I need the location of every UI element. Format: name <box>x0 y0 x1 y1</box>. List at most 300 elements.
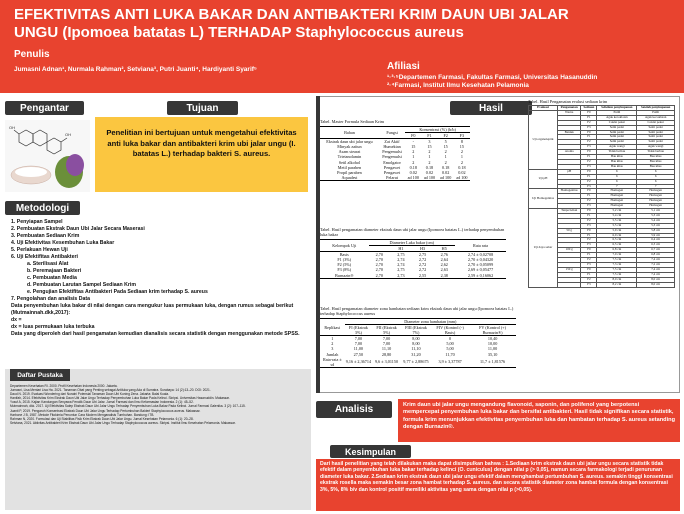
table-cell: 2 <box>460 149 463 155</box>
table-cell: 2 <box>444 159 447 165</box>
table-cell: F1 <box>581 194 597 199</box>
table-cell: 11,00 <box>353 346 364 352</box>
table-cell: Emolgator <box>383 159 401 165</box>
table-zona-hambat <box>320 318 516 368</box>
table-cell: 2,70 ± 0,05099 <box>467 262 494 268</box>
table-cell: 9,16 ± 2,36714 <box>345 357 373 368</box>
header-cell: Replikasi <box>320 319 345 336</box>
table-cell: Semi padat <box>637 125 675 130</box>
table-cell: Jumlah <box>326 351 339 357</box>
header-cell: Pengamatan <box>558 106 581 111</box>
table-cell: Semi padat <box>597 140 637 145</box>
table-cell: Bau khas <box>637 155 675 160</box>
table-cell: Homogen <box>637 204 675 209</box>
table-cell: F2 <box>581 159 597 164</box>
table-cell: 7,3 cm <box>597 263 637 268</box>
header-cell: Sebelum penyimpanan <box>597 106 637 111</box>
table-cell: 1 <box>412 154 415 160</box>
table-cell: F2 <box>581 277 597 282</box>
table-cell: 2,75 <box>397 267 405 273</box>
table-cell: 1 <box>331 336 334 342</box>
table-cell: 7,4 cm <box>637 267 675 272</box>
affiliation-heading: Afiliasi <box>387 61 420 72</box>
pustaka-list <box>10 384 308 508</box>
table-cell: 2,74 <box>397 257 405 263</box>
table-cell: 2 <box>444 149 447 155</box>
table-cell: Semi padat <box>637 135 675 140</box>
table-cell: 100 g <box>558 248 581 253</box>
header-cell: Fungsi <box>379 127 405 139</box>
table-cell: 6,8 cm <box>637 253 675 258</box>
table-cell: 2,38 <box>433 273 455 279</box>
header-cell: Diameter zona hambatan (mm) <box>345 319 516 325</box>
table-cell: F1 (3%) <box>337 257 352 263</box>
table-cell: Propil paraben <box>337 169 362 175</box>
metodologi-heading: Metodologi <box>5 201 80 215</box>
table-cell: 2,72 <box>418 267 427 273</box>
table-cell: Ekstrak daun ubi jalar ungu <box>326 139 373 145</box>
table-cell: F2 <box>581 120 597 125</box>
header-cell: FIV (Kontrol (-) Basis) <box>431 325 469 336</box>
table-cell: Aroma <box>558 150 581 155</box>
table-cell: 15 <box>443 144 448 150</box>
header-cell: F2 <box>438 133 454 139</box>
header-cell: Evaluasi <box>529 106 558 111</box>
authors: Jumasni Adnan¹, Nurmala Rahman², Setviana³, Putri Juanti⁴, Hardiyanti Syarif⁵ <box>14 66 257 73</box>
table-cell: F2 (5%) <box>337 262 352 268</box>
table-cell: 3 <box>331 346 334 352</box>
table-cell: 2,69 ± 0,05477 <box>467 267 494 273</box>
table-cell: F1 <box>581 174 597 179</box>
table1-caption: Tabel. Master Formula Sediaan Krim <box>320 119 385 124</box>
reference-item: Departemen Kesehatan RI. 2000. Profil Kesehatan Indonesia 2000. Jakarta. <box>10 384 118 388</box>
table-cell: 31,20 <box>411 351 421 357</box>
table-cell: 5,8 cm <box>637 228 675 233</box>
header-cell: H3 <box>412 246 434 252</box>
table-cell: 2,74 ± 0,02708 <box>467 252 494 258</box>
table-cell: ad 100 <box>454 175 470 181</box>
table-cell: Agak kecoklatan <box>637 115 675 120</box>
reference-item: Jumasni, Lisa Mentari Lisa Ha. 2021. Tanaman Obat yang Penting sebagai Antiluka yang Ada di Sumatra. Surabaya: 14 (2):13–20. DOI: 2021. <box>10 388 211 393</box>
table-cell: F1 <box>581 213 597 218</box>
table-cell: Semi padat <box>637 130 675 135</box>
table-cell: F3 <box>581 125 597 130</box>
table-cell: 7,5 cm <box>597 267 637 272</box>
table-cell: F3 <box>581 282 597 287</box>
table-cell: Tidak berbau <box>597 150 637 155</box>
table-cell: F2 <box>581 258 597 263</box>
analisis-heading: Analisis <box>316 401 392 418</box>
header-cell: Kelompok Uji <box>320 240 369 252</box>
table-cell: 10,40 <box>487 336 498 342</box>
table-cell: Setil alkohol <box>338 159 361 165</box>
table-cell: F0 <box>581 209 597 214</box>
table-cell: 9,6 ± 3,01150 <box>372 357 401 368</box>
metodologi-subitem: e. Pengujian Efektifitas Antibakteri Pada Sediaan krim terhadap S. aureus <box>27 289 208 295</box>
table-cell: F2 <box>581 140 597 145</box>
table-cell: 7,00 <box>382 336 391 342</box>
table-cell: 2 <box>428 149 431 155</box>
table-cell: Zat Aktif <box>384 139 400 145</box>
table-cell: ad 100 <box>421 175 437 181</box>
header-cell: FII (Ekstrak 5%) <box>372 325 401 336</box>
table-cell: Homogen <box>637 199 675 204</box>
table-cell: 11,00 <box>487 346 498 352</box>
table-cell: F0 <box>581 189 597 194</box>
table-cell: Bau khas <box>637 164 675 169</box>
table-cell: Tanpa beban <box>558 209 581 214</box>
table-cell: 7,4 cm <box>637 272 675 277</box>
table-cell: Uji organoleptik <box>529 110 558 169</box>
table-cell: 2,72 <box>418 262 427 268</box>
table-cell: Agak wangi <box>637 145 675 150</box>
table-cell: Coklat pekat <box>597 120 637 125</box>
table-cell: F3 <box>581 263 597 268</box>
header-cell: FI (Ekstrak 3%) <box>345 325 373 336</box>
header-cell: F0 <box>405 133 421 139</box>
table-cell: 2,75 <box>418 252 427 258</box>
table-cell: 7,00 <box>382 341 391 347</box>
header-cell: FV (Kontrol (+) Burnazin®) <box>469 325 516 336</box>
table-cell: F0 <box>581 267 597 272</box>
table-cell: 11,7 ± 1,81576 <box>469 357 516 368</box>
table-cell: 6,0 cm <box>597 233 637 238</box>
header-cell: H1 <box>390 246 412 252</box>
table-cell: 1 <box>428 154 431 160</box>
reference-item: Setviana, 2021. Aktivitas Antibakteri Krim Ekstrak Daun Ubi Jalar Ungu Terhadap Staphylococcus aureus. Skripsi. Institut Ilmu Kesehatan Pelamonia. Makassar. <box>10 420 236 425</box>
table-cell: F1 <box>581 272 597 277</box>
table-cell: Pengawet <box>383 164 401 170</box>
table-cell: 6,4 cm <box>637 238 675 243</box>
table-cell: 5,00 <box>446 346 454 352</box>
table-cell: 10,00 <box>487 341 498 347</box>
table-cell <box>558 282 581 287</box>
table-cell: Homogen <box>597 204 637 209</box>
table-cell: 0.18 <box>409 164 417 170</box>
table-cell: F0 <box>581 130 597 135</box>
metodologi-item: 2. Pembuatan Ekstrak Daun Ubi Jalar Secara Maserasi <box>11 226 145 232</box>
table-cell: 8,00 <box>412 336 420 342</box>
table-cell: F3 <box>581 204 597 209</box>
table-cell: 5,4 cm <box>597 213 637 218</box>
table-cell: 7,5 cm <box>597 272 637 277</box>
table-cell: 11,10 <box>411 346 421 352</box>
poster-title: EFEKTIVITAS ANTI LUKA BAKAR DAN ANTIBAKTERI KRIM DAUN UBI JALAR UNGU (Ipomoea batatas L) TERHADAP Staphylococcus aureus <box>14 6 569 41</box>
metodologi-item: 4. Uji Efektivitas Kesembuhan Luka Bakar <box>11 240 115 246</box>
table-cell: 6 <box>637 179 675 184</box>
header-cell: FIII (Ekstrak 7%) <box>401 325 431 336</box>
pengantar-illustration <box>5 120 90 192</box>
table-row <box>320 165 470 170</box>
table-cell: 3 <box>428 139 431 145</box>
table-cell: 6 <box>597 169 637 174</box>
table-cell: 2,70 <box>375 267 383 273</box>
table-cell: 5,1 cm <box>637 209 675 214</box>
table-cell: Trietanolamin <box>337 154 362 160</box>
metodologi-body <box>11 219 311 338</box>
pustaka-heading: Daftar Pustaka <box>10 369 70 381</box>
reference-item: Mutmainnah, dkk. 2017. Uji Efektivitas Salep Ekstrak Daun Ubi Jalar Ungu Terhadap Penyembuhan Luka Bakar Pada Kelinci. Jurnal Farmasi Galenika. 3 (2): 107–115. <box>10 404 246 409</box>
table-cell: 5,9 cm <box>637 233 675 238</box>
table-cell: Pengemulsi <box>382 149 402 155</box>
table-cell: F3 <box>581 164 597 169</box>
reference-item: Yusuf A, 2015. Kajian Kandungan Senyawa Fenolik Daun Ubi Jalar. Jurnal Farmasi dan Ilmu Kefarmasian Indonesia. 2 (1): 45–52. <box>10 400 194 405</box>
reference-item: Daud N. 2019. Evaluasi Wondering dari Nuraini Potensial Tanaman Daun Ubi Kuning Zena. Jakarta: Balai Kuala. <box>10 392 169 397</box>
table-cell: F1 <box>581 155 597 160</box>
table-cell: F1 <box>581 135 597 140</box>
table-row <box>320 175 470 181</box>
table-master-formula <box>320 126 470 181</box>
table-cell: Uji Homogenitas <box>529 189 558 209</box>
pengantar-heading: Pengantar <box>5 101 84 115</box>
table-cell: 7,4 cm <box>637 258 675 263</box>
table-cell: 2 <box>460 159 463 165</box>
table-cell: 1 <box>460 154 463 160</box>
table-cell: 5,00 <box>446 341 454 347</box>
table-cell: Bentuk <box>558 130 581 135</box>
table-cell: Pengawet <box>383 169 401 175</box>
table-cell: 15 <box>411 144 416 150</box>
metodologi-formula-note: dx = luas permukaan luka terbuka <box>11 324 95 330</box>
table-cell: ad 100 <box>405 175 421 181</box>
metodologi-item: 7. Pengolahan dan analisis Data <box>11 296 90 302</box>
table-cell: 2 <box>428 159 431 165</box>
table-cell: Minyak zaitun <box>337 144 362 150</box>
table3-caption: Tabel. Hasil pengamatan diameter zona hambatan sediaan krim ekstrak daun ubi jalar ungu (Ipomoea batatas L.) terhadap Staphylococcus aureus <box>320 306 514 316</box>
table-cell: F0 <box>581 248 597 253</box>
table-cell: 2 <box>412 159 415 165</box>
header-cell: Bahan <box>320 127 379 139</box>
table-cell: Bau khas <box>597 155 637 160</box>
table-cell: 6,8 cm <box>597 248 637 253</box>
table-cell: 5,3 cm <box>637 213 675 218</box>
table-cell: 2,76 <box>440 252 448 258</box>
table-cell: F0 <box>581 169 597 174</box>
metodologi-item: 3. Pembuatan Sediaan Krim <box>11 233 80 239</box>
table-cell: 27,50 <box>353 351 364 357</box>
header-cell: Diameter Luka bakar (cm) <box>369 240 456 246</box>
table-cell: 6 <box>597 174 637 179</box>
table-cell: 0.18 <box>458 164 466 170</box>
table-cell: 7,2 cm <box>637 263 675 268</box>
table-cell: 8,0 cm <box>597 277 637 282</box>
table-cell: Pelarut <box>379 175 405 181</box>
table-cell: Semi padat <box>597 130 637 135</box>
table-cell: 2,72 <box>418 257 427 263</box>
table-cell: F3 <box>581 243 597 248</box>
table-cell: 7,00 <box>354 336 363 342</box>
table-cell: 6,5 cm <box>597 238 637 243</box>
table-cell: ad 100 <box>438 175 454 181</box>
table-cell: Coklat pekat <box>637 120 675 125</box>
table-cell: F2 <box>581 179 597 184</box>
table-cell: Homogenitas <box>558 189 581 194</box>
table-cell: 7,5 cm <box>597 258 637 263</box>
table-cell: 6,7 cm <box>637 248 675 253</box>
tujuan-heading: Tujuan <box>167 101 238 115</box>
table-cell: 6,3 cm <box>637 243 675 248</box>
table-cell: 15 <box>427 144 432 150</box>
table-cell: Bau khas <box>597 159 637 164</box>
table-cell: 0.18 <box>425 164 434 170</box>
table-cell: 6,5 cm <box>597 243 637 248</box>
svg-text:OH: OH <box>65 132 71 137</box>
table-cell: 8,00 <box>412 341 420 347</box>
tujuan-text: Penelitian ini bertujuan untuk mengetahui efektivitas anti luka bakar dan antibakteri krim ubi jalar ungu (I. batatas L.) terhadap bakteri S. aureus. <box>106 128 297 158</box>
metodologi-subitem: a. Sterilisasi Alat <box>27 261 69 267</box>
table-cell: Metil paraben <box>337 164 362 170</box>
table-row <box>320 357 516 368</box>
table-cell: Homogen <box>597 199 637 204</box>
table-cell: 35,10 <box>487 351 498 357</box>
table-cell: Aquadest <box>320 175 379 181</box>
table-cell: 9,77 ± 2,88675 <box>401 357 431 368</box>
table-cell: F0 <box>581 150 597 155</box>
table-cell: 2,75 <box>397 252 405 258</box>
table-cell: F3 <box>581 145 597 150</box>
reference-item: Juanti P, 2019. Pengaruh Konsentrasi Ekstrak Daun Ubi Jalar Ungu Terhadap Pertumbuhan Bakteri Staphylococcus aureus. Makassar. <box>10 408 201 413</box>
analisis-text: Krim daun ubi jalar ungu mengandung flavonoid, saponin, dan polifenol yang berpotensi mempercepat penyembuhan luka bakar dan bersifat antibakteri. Hasil tidak signifikan secara statistik, formula krim menunjukkan efektivitas penyembuhan luka dan hambatan terhadap S. aureus setanding dengan Burnazin®. <box>403 402 675 430</box>
table-cell: Rata-rata ± sd <box>320 357 345 368</box>
table-cell: 0.02 <box>441 169 450 175</box>
reference-item: Harbone J B, 1987. Metode Fitokimia Penuntun Cara Modern Menganalisis Tumbuhan. Bandung: ITB. <box>10 412 155 417</box>
hasil-heading: Hasil <box>450 101 532 115</box>
table-cell: F2 <box>581 238 597 243</box>
table-cell: 8,2 cm <box>597 282 637 287</box>
table-cell: F2 <box>581 218 597 223</box>
table-cell: Burnazin® <box>320 273 369 279</box>
table-cell: 5,5 cm <box>597 223 637 228</box>
table-cell: 7 <box>597 184 637 189</box>
table-cell: F3 <box>581 223 597 228</box>
table-cell: 2 <box>331 341 334 347</box>
table-cell: - <box>412 139 414 145</box>
table-cell: Homogen <box>637 194 675 199</box>
table-cell: Semi padat <box>637 140 675 145</box>
table-cell: 2,62 <box>440 262 448 268</box>
table-cell: F1 <box>581 115 597 120</box>
table-cell: 5,5 cm <box>597 218 637 223</box>
metodologi-subitem: c. Pembuatan Media <box>27 275 77 281</box>
table-cell: Asam stearat <box>338 149 361 155</box>
metodologi-subitem: b. Peremajaan Bakteri <box>27 268 82 274</box>
table-cell: 6 <box>637 174 675 179</box>
table-cell: 0.02 <box>458 169 466 175</box>
table-cell: 2,64 <box>440 257 448 263</box>
header-cell: F3 <box>454 133 470 139</box>
table-cell: 3,9 ± 3,37787 <box>431 357 469 368</box>
table-row <box>320 273 506 279</box>
table-cell: F1 <box>581 253 597 258</box>
table-cell: 2,74 <box>397 262 405 268</box>
table-cell: Agak kecoklatan <box>597 115 637 120</box>
table-cell: 5,9 cm <box>597 228 637 233</box>
table-cell: 2,73 <box>390 273 412 279</box>
table-cell: 0.02 <box>425 169 434 175</box>
table-cell: F2 <box>581 199 597 204</box>
metodologi-item: 6. Uji Efektifitas Antibakteri <box>11 254 78 260</box>
table-cell: 7 <box>637 184 675 189</box>
table-cell: Warna <box>558 110 581 115</box>
table-cell: Uji daya sebar <box>529 209 558 288</box>
table-diameter-luka <box>320 239 506 279</box>
table-cell: Putih <box>597 110 637 115</box>
table-cell: pH <box>558 169 581 174</box>
table-cell: Homogen <box>637 189 675 194</box>
table-evaluasi-krim <box>528 105 675 288</box>
table-cell: 2,70 ± 0,04320 <box>467 257 494 263</box>
table-cell: 2,59 ± 0,16062 <box>455 273 506 279</box>
metodologi-paragraph: Data yang diperoleh dari hasil pengamatan kemudian dianalisis secara statistik dengan menggunakan metode SPSS. <box>11 331 300 337</box>
affiliation-2: ²·⁴Farmasi, Institut Ilmu Kesehatan Pelamonia <box>387 82 529 89</box>
table-header-row <box>320 240 506 246</box>
table-header-row <box>320 127 470 133</box>
table-cell: 6 <box>637 169 675 174</box>
table-cell: Tidak berbau <box>637 150 675 155</box>
table-cell: Semi padat <box>597 125 637 130</box>
table4-caption: Tabel. Hasil Pengamatan evalusi sediaan krim <box>528 99 608 104</box>
table-cell: F0 <box>581 110 597 115</box>
table-cell: 8 <box>460 139 463 145</box>
table-cell: 7,00 <box>354 341 363 347</box>
table-cell: Semi padat <box>597 135 637 140</box>
kesimpulan-text: Dari hasil penelitian yang telah dilakukan maka dapat disimpulkan bahwa : 1.Sediaan krim ekstrak daun ubi jalar ungu secara statistik tidak efektif dalam penyembuhan luka bakar terhadap kelinci (O. cuniculus) dengan nilai p (> 0,05), namun secara farmakologi terjadi penurunan diameter luka bakar. 2.Sediaan krim ekstrak daun ubi jalar ungu efektif dalam menghambat pertumbuhan S. aureus. semakin tinggi konsentrasi ekstrak rosella maka semakin besar zona hambat terhadap S. aureus. dan secara statistik diameter zona hambat formula dengan konsentrasi 3%, 5%, 8% b/v dan kontrol positif memiliki aktivitas yang sama dengan nilai p (>0,05). <box>320 461 673 493</box>
table2-caption: Tabel. Hasil pengamatan diameter ekstrak daun ubi jalar ungu (Ipomoea batatas L.) terhadap penyembuhan luka bakar <box>320 227 505 237</box>
table-cell: F3 <box>581 184 597 189</box>
table-cell: 15 <box>459 144 464 150</box>
table-cell: 5,4 cm <box>637 218 675 223</box>
table-cell: F3 (8%) <box>337 267 352 273</box>
header-cell: F1 <box>421 133 437 139</box>
table-cell: Basis <box>339 252 349 258</box>
table-cell: 50 g <box>558 228 581 233</box>
kesimpulan-heading: Kesimpulan <box>330 445 411 458</box>
header-cell: Setelah penyimpanan <box>637 106 675 111</box>
header-cell: Konsentrasi (%) (b/b) <box>405 127 470 133</box>
table-cell: 2 <box>412 149 415 155</box>
table-header-row <box>320 325 516 336</box>
table-cell: 8,0 cm <box>637 282 675 287</box>
table-cell: 11,10 <box>381 346 392 352</box>
table-cell: 11,70 <box>445 351 455 357</box>
table-cell: Putih <box>637 110 675 115</box>
header-cell: Sediaan <box>581 106 597 111</box>
table-cell: Pengemulsi <box>382 154 402 160</box>
table-cell: Uji pH <box>529 169 558 189</box>
metodologi-item: 1. Penyiapan Sampel <box>11 219 63 225</box>
table-cell: 0.02 <box>409 169 417 175</box>
header-cell: H5 <box>433 246 455 252</box>
metodologi-subitem: d. Pembuatan Larutan Sampel Sediaan Krim <box>27 282 136 288</box>
table-cell: 6 <box>597 179 637 184</box>
header-cell: Rata rata <box>455 240 506 252</box>
table-cell: 5,2 cm <box>597 209 637 214</box>
table-cell: 2,55 <box>412 273 434 279</box>
table-cell: 2,70 <box>375 257 383 263</box>
table-cell: Bau khas <box>637 159 675 164</box>
authors-heading: Penulis <box>14 49 50 60</box>
table-cell: 0 <box>449 336 452 342</box>
svg-text:OH: OH <box>9 125 15 130</box>
metodologi-paragraph: Data penyembuhan luka bakar di nilai dengan cara mengukur luas permukaan luka, dengan rumus sebagai berikut (Mutmainnah.dkk,2017): <box>11 303 294 316</box>
table-cell: F0 <box>581 228 597 233</box>
reference-item: Rahman N, 2020. Formulasi dan Uji Stabilitas Fisik Krim Ekstrak Daun Ubi Jalar Ungu. Jurnal Kesehatan Pelamonia. 6 (1): 20–28. <box>10 416 194 421</box>
table-cell: Homogen <box>597 194 637 199</box>
table-cell: 7,0 cm <box>597 253 637 258</box>
table-cell: 150 g <box>558 267 581 272</box>
table-cell: 8,0 cm <box>637 277 675 282</box>
table-cell: 2,63 <box>440 267 448 273</box>
